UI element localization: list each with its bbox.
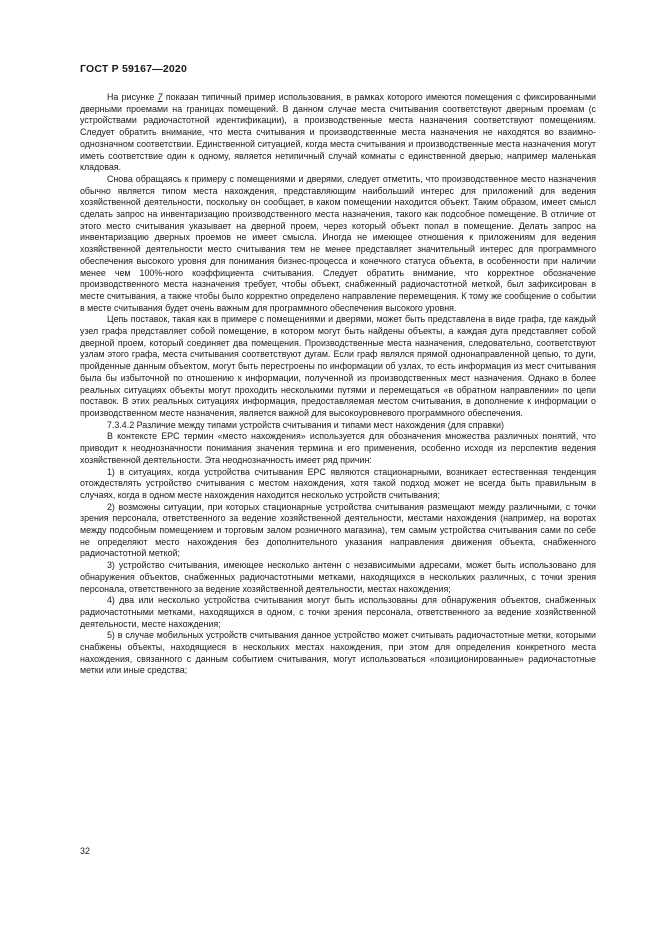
paragraph-supply-chain-graph: Цепь поставок, такая как в примере с помещениями и дверями, может быть представлена в виде графа, где каждый узел графа представляет собой помещение, в котором могут быть найдены объекты, а каждая дуга представляет собой дверной проем, который соединяет два помещения. Производственные места назначения, следовательно, соответствуют узлам этого графа, места считывания соответствуют дугам. Если граф являлся прямой однонаправленной цепью, то дуги, пройденные данным объектом, могут быть перестроены по информации об узлах, то есть информация из мест считывания была бы избыточной по отношению к информации, полученной из производственных мест назначения. Однако в более реальных ситуациях объекты могут проходить несколькими путями и перемещаться «в обратном направлении» по цепи поставок. В этих реальных ситуациях информация, предоставляемая местом считывания, в дополнение к информации о производственном месте назначения, является важной для высокоуровневого программного обеспечения.: [80, 314, 596, 418]
page-number: 32: [80, 846, 91, 856]
list-item-4: 4) два или несколько устройства считывания могут быть использованы для обнаружения объектов, снабженных радиочастотными метками, находящихся в одном, с точки зрения персонала, ответственного за ведение хозяйственной деятельности, месте нахождения;: [80, 595, 596, 629]
paragraph-text: показан типичный пример использования, в рамках которого имеются помещения с фиксированными дверными проемами на границах помещений. В данном случае места считывания соответствуют дверным проемам (с устройствами радиочастотной идентификации), а производственные места назначения соответствуют помещениям. Следует обратить внимание, что места считывания и производственные места назначения не находятся во взаимно-однозначном соответствии. Единственной ситуацией, когда места считывания и производственные места назначения могут иметь соответствие один к одному, является нетипичный случай комнаты с единственной дверью, например маленькая кладовая.: [80, 92, 596, 173]
section-heading-7-3-4-2: 7.3.4.2 Различие между типами устройств считывания и типами мест нахождения (для справки): [107, 419, 504, 430]
list-item-2: 2) возможны ситуации, при которых стационарные устройства считывания размещают между различными, с точки зрения персонала, ответственного за ведение хозяйственной деятельности, местами нахождения (например, на воротах между подсобным помещением и торговым залом розничного магазина), тем самым устройства считывания сами по себе не определяют место нахождения без дополнительного указания направления движения объекта, снабженного радиочастотной меткой;: [80, 501, 596, 559]
list-item-5: 5) в случае мобильных устройств считывания данное устройство может считывать радиочастотные метки, которыми снабжены объекты, находящиеся в нескольких местах нахождения, при этом для определения конкретного места нахождения, связанного с данным событием считывания, могут использоваться «позиционированные» радиочастотные метки или иные средства;: [80, 630, 596, 676]
body-text: [80, 92, 596, 677]
figure-reference-link[interactable]: 7: [157, 92, 163, 102]
list-item-3: 3) устройство считывания, имеющее несколько антенн с независимыми адресами, может быть использовано для обнаружения объектов, снабженных радиочастотными метками, находящихся в нескольких различных, с точки зрения персонала, ответственного за ведение хозяйственной деятельности, местах нахождения;: [80, 560, 596, 594]
paragraph-figure-description: [80, 92, 596, 174]
standard-designation: ГОСТ Р 59167—2020: [80, 63, 188, 75]
list-item-1: 1) в ситуациях, когда устройства считывания EPC являются стационарными, возникает естественная тенденция отождествлять устройство считывания с местом нахождения, хотя такой подход может не всегда быть правильным в случаях, когда в одном месте нахождения находится несколько устройств считывания;: [80, 466, 596, 500]
paragraph-text: На рисунке: [107, 92, 158, 102]
paragraph-epc-location: В контексте EPC термин «место нахождения» используется для обозначения множества различных понятий, что приводит к неоднозначности понимания значения термина и его применения, особенно исходя из перспектив ведения хозяйственной деятельности. Эта неоднозначность имеет ряд причин:: [80, 431, 596, 465]
paragraph-rooms-doors: Снова обращаясь к примеру с помещениями и дверями, следует отметить, что производственное место назначения обычно является типом места нахождения, представляющим наибольший интерес для приложений для ведения хозяйственной деятельности, поскольку он сообщает, в каком помещении находится объект. Таким образом, имеет смысл сделать запрос на инвентаризацию производственного места назначения, такого как подсобное помещение. В отличие от этого место считывания указывает на дверной проем, через который объект попал в помещение. Делать запрос на инвентаризацию дверных проемов не имеет смысла. Иногда не имеющее отношения к приложениям для ведения хозяйственной деятельности место считывания тем не менее представляет значительный интерес для программного обеспечения высокого уровня для понимания бизнес-процесса и конечного статуса объекта, в особенности при наличии менее чем 100%-ного коэффициента считывания. Следует обратить внимание, что корректное обозначение производственного места назначения требует, чтобы объект, снабженный радиочастотной меткой, был зафиксирован в месте считывания, а также чтобы было корректно определено направление перемещения. К тому же сообщение о событии в месте считывания будет очень важным для программного обеспечения высокого уровня.: [80, 173, 596, 313]
